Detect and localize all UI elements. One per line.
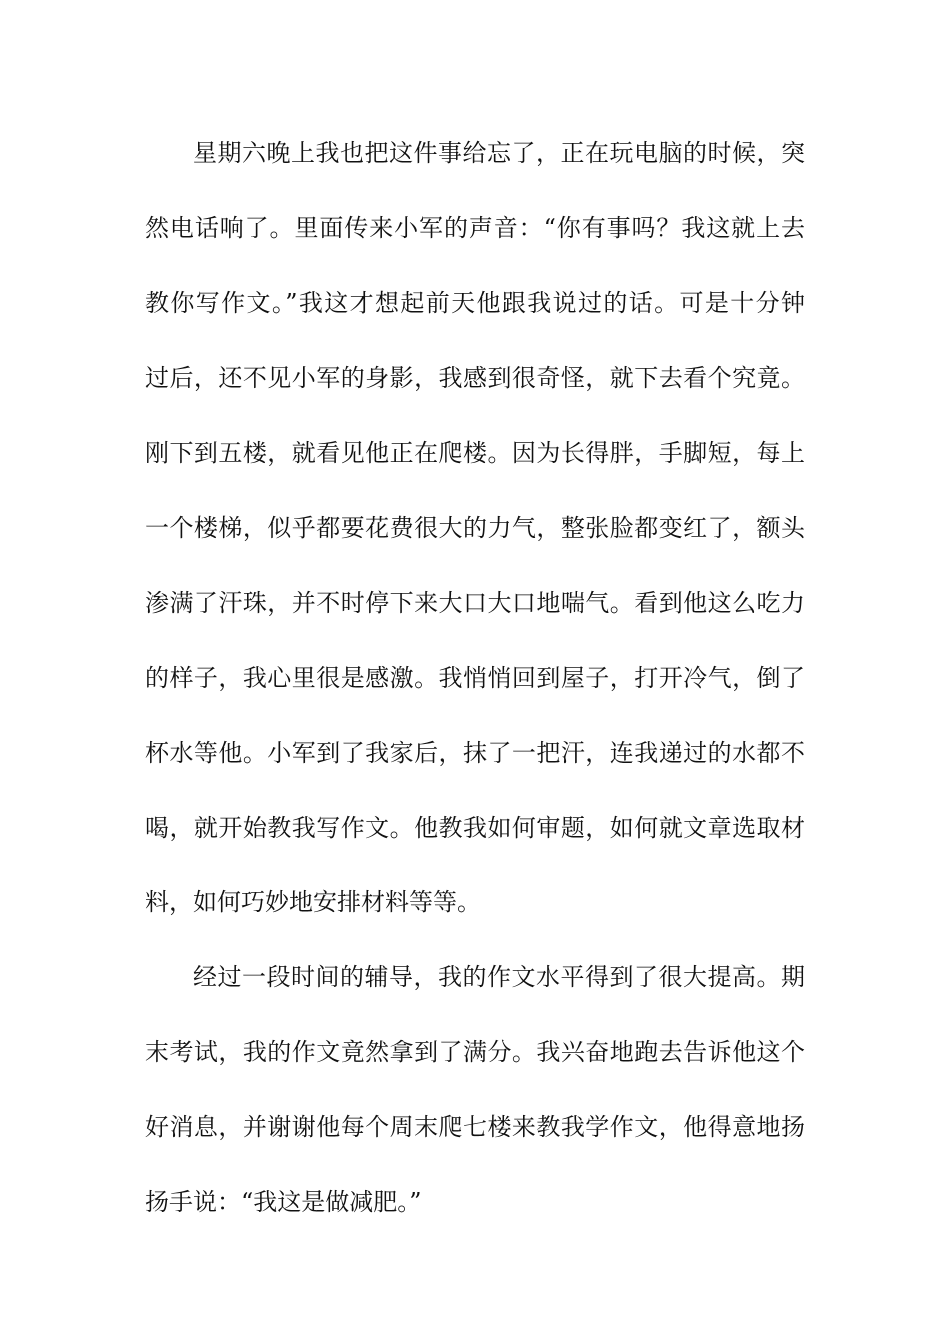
text-line: 料，如何巧妙地安排材料等等。 bbox=[145, 888, 481, 916]
text-line: 好消息，并谢谢他每个周末爬七楼来教我学作文，他得意地扬 bbox=[145, 1113, 805, 1141]
text-line: 星期六晚上我也把这件事给忘了，正在玩电脑的时候，突 bbox=[193, 139, 805, 167]
text-line: 然电话响了。里面传来小军的声音：“你有事吗？我这就上去 bbox=[145, 214, 805, 242]
text-line: 的样子，我心里很是感激。我悄悄回到屋子，打开冷气，倒了 bbox=[145, 664, 805, 692]
text-line: 教你写作文。”我这才想起前天他跟我说过的话。可是十分钟 bbox=[145, 289, 805, 317]
text-line: 经过一段时间的辅导，我的作文水平得到了很大提高。期 bbox=[193, 963, 805, 991]
text-line: 扬手说：“我这是做减肥。” bbox=[145, 1188, 422, 1216]
text-line: 末考试，我的作文竟然拿到了满分。我兴奋地跑去告诉他这个 bbox=[145, 1038, 805, 1066]
text-line: 刚下到五楼，就看见他正在爬楼。因为长得胖，手脚短，每上 bbox=[145, 439, 805, 467]
text-line: 一个楼梯，似乎都要花费很大的力气，整张脸都变红了，额头 bbox=[145, 514, 805, 542]
text-line: 过后，还不见小军的身影，我感到很奇怪，就下去看个究竟。 bbox=[145, 364, 805, 392]
text-line: 喝，就开始教我写作文。他教我如何审题，如何就文章选取材 bbox=[145, 814, 805, 842]
text-line: 杯水等他。小军到了我家后，抹了一把汗，连我递过的水都不 bbox=[145, 739, 805, 767]
text-line: 渗满了汗珠，并不时停下来大口大口地喘气。看到他这么吃力 bbox=[145, 589, 805, 617]
